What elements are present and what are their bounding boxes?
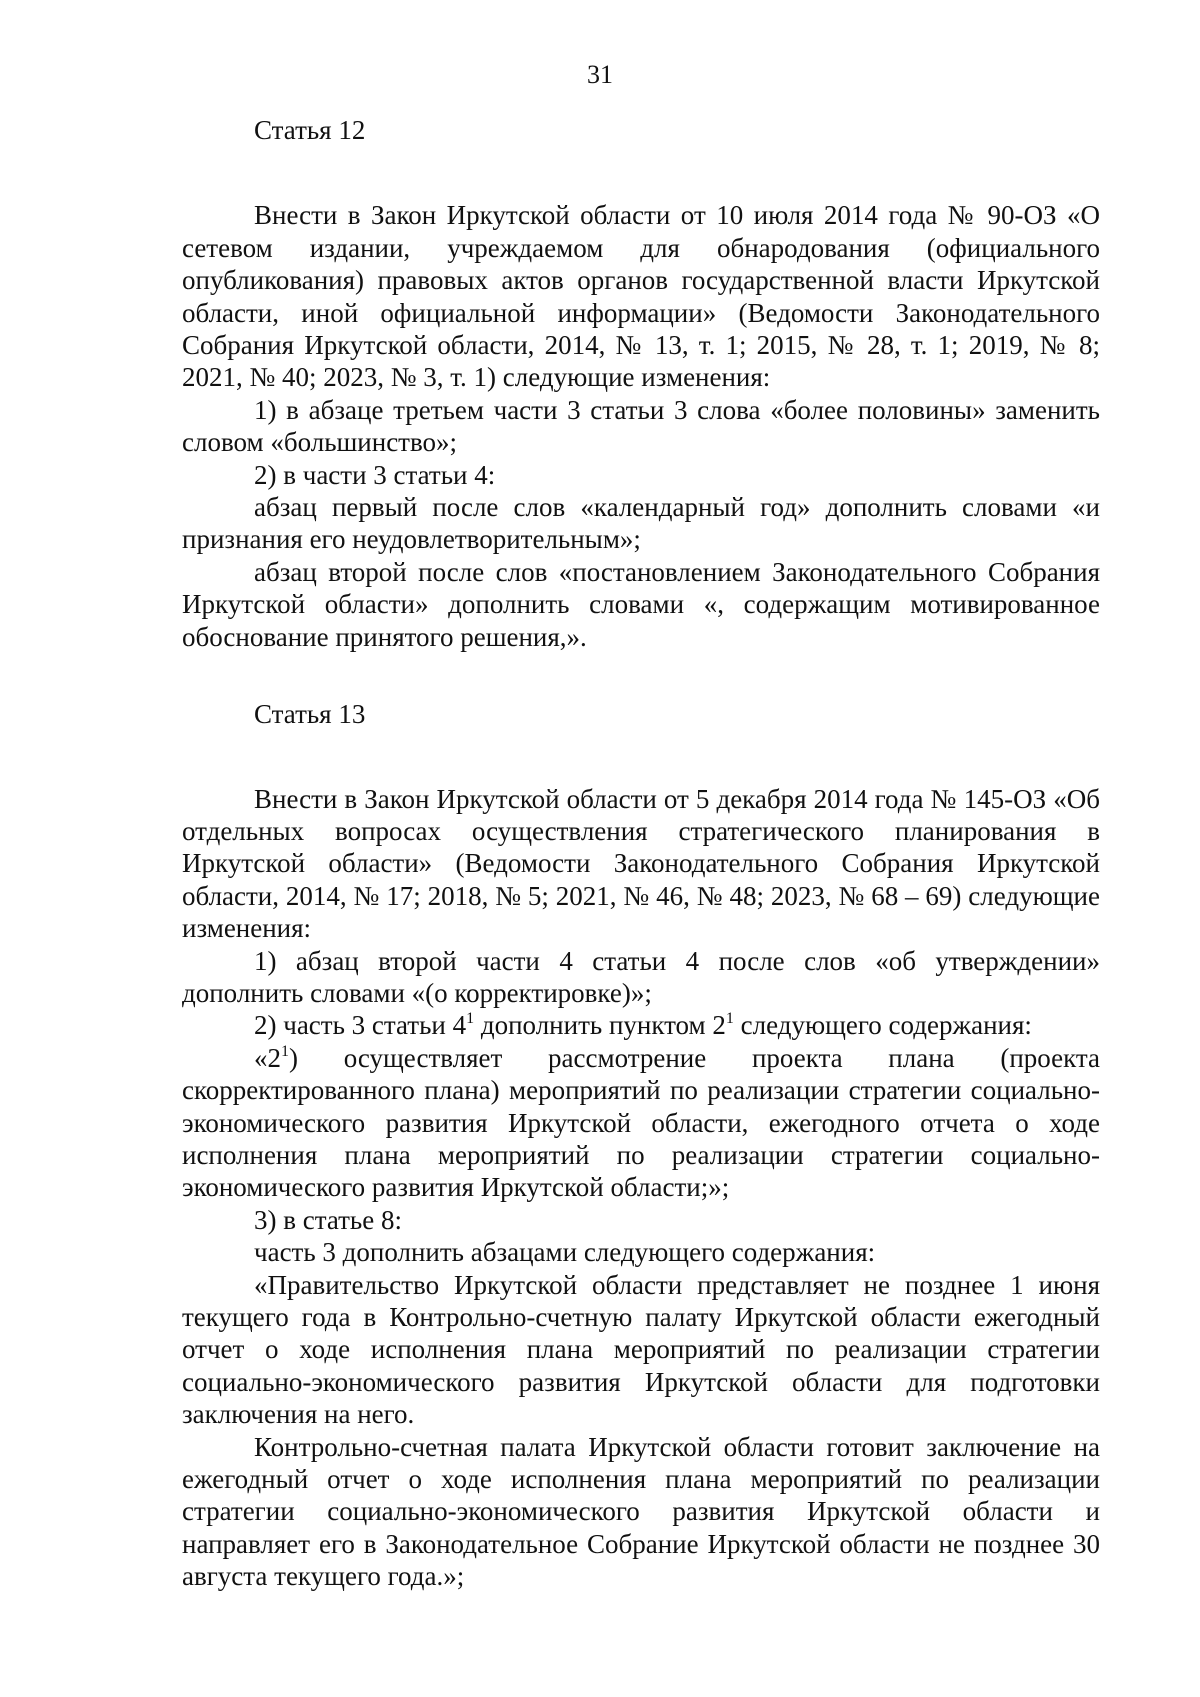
superscript: 1 (725, 1010, 734, 1028)
page-number: 31 (587, 60, 613, 89)
article-13-paragraph (182, 1009, 1100, 1041)
article-13-paragraph: часть 3 дополнить абзацами следующего содержания: (254, 1237, 876, 1268)
superscript: 1 (281, 1042, 289, 1060)
text-run: ) осуществляет рассмотрение проекта плана (проекта скорректированного плана) мероприятий по реализации стратегии социально-экономического развития Иркутской области, ежегодного отчета о ходе исполнения плана мероприятий по реализации стратегии социально-экономического развития Иркутской области;»; (182, 1042, 1100, 1203)
article-13-paragraph: 3) в статье 8: (254, 1204, 402, 1235)
article-12-paragraph: 1) в абзаце третьем части 3 статьи 3 слова «более половины» заменить словом «большинство»; (182, 394, 1100, 458)
document-body (182, 114, 1100, 1593)
article-12-paragraph: 2) в части 3 статьи 4: (254, 459, 496, 490)
article-12-paragraph: абзац первый после слов «календарный год» дополнить словами «и признания его неудовлетворительным»; (182, 492, 1100, 555)
article-13-paragraph: Внести в Закон Иркутской области от 5 декабря 2014 года № 145-ОЗ «Об отдельных вопросах осуществления стратегического планирования в Иркутской области» (Ведомости Законодательного Собрания Иркутской области, 2014, № 17; 2018, № 5; 2021, № 46, № 48; 2023, № 68 – 69) следующие изменения: (182, 783, 1100, 944)
text-run: следующего содержания: (733, 1010, 1032, 1041)
text-run: «2 (254, 1042, 281, 1073)
article-13-heading: Статья 13 (254, 699, 366, 730)
article-13-paragraph (182, 1042, 1100, 1204)
text-run: 2) часть 3 статьи 4 (254, 1010, 467, 1041)
text-run: дополнить пунктом 2 (474, 1010, 726, 1041)
article-13-paragraph: «Правительство Иркутской области представляет не позднее 1 июня текущего года в Контрольно-счетную палату Иркутской области ежегодный отчет о ходе исполнения плана мероприятий по реализации стратегии социально-экономического развития Иркутской области для подготовки заключения на него. (182, 1269, 1100, 1430)
article-12-paragraph: абзац второй после слов «постановлением Законодательного Собрания Иркутской области» дополнить словами «, содержащим мотивированное обоснование принятого решения,». (182, 556, 1100, 652)
article-12-paragraph: Внести в Закон Иркутской области от 10 июля 2014 года № 90-ОЗ «О сетевом издании, учреждаемом для обнародования (официального опубликования) правовых актов органов государственной власти Иркутской области, иной официальной информации» (Ведомости Законодательного Собрания Иркутской области, 2014, № 13, т. 1; 2015, № 28, т. 1; 2019, № 8; 2021, № 40; 2023, № 3, т. 1) следующие изменения: (182, 200, 1100, 393)
superscript: 1 (466, 1010, 475, 1028)
article-13-paragraph: Контрольно-счетная палата Иркутской области готовит заключение на ежегодный отчет о ходе исполнения плана мероприятий по реализации стратегии социально-экономического развития Иркутской области и направляет его в Законодательное Собрание Иркутской области не позднее 30 августа текущего года.»; (182, 1431, 1100, 1592)
article-12-heading: Статья 12 (254, 115, 366, 145)
article-13-paragraph: 1) абзац второй части 4 статьи 4 после слов «об утверждении» дополнить словами «(о корректировке)»; (182, 945, 1100, 1008)
